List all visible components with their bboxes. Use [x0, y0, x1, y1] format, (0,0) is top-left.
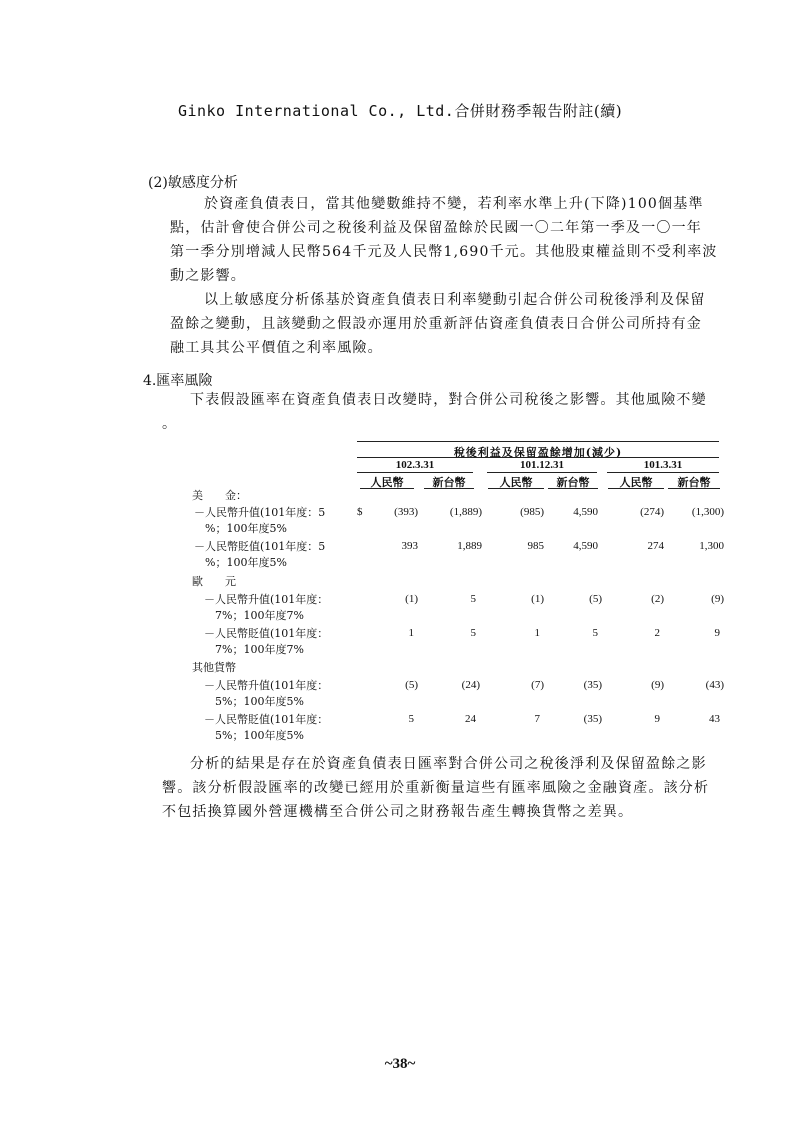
row-label-line: 7%；100年度7%: [204, 609, 304, 622]
table-cell: 4,590: [573, 506, 598, 518]
period-header: 101.12.31: [520, 459, 564, 471]
group-label-usd: 美 金：: [192, 489, 247, 502]
table-cell: (43): [705, 679, 724, 691]
text-line: 融工具其公平價值之利率風險。: [170, 340, 383, 356]
table-cell: (1,889): [449, 506, 482, 518]
table-cell: (1): [531, 593, 544, 605]
table-cell: 5: [470, 627, 476, 639]
table-cell: (35): [583, 679, 602, 691]
row-label-line: －人民幣貶值(101年度：: [204, 627, 329, 640]
text-line: 點，估計會使合併公司之稅後利益及保留盈餘於民國一〇二年第一季及一〇一年: [170, 220, 702, 236]
row-label-line: －人民幣貶值(101年度：5: [194, 540, 326, 553]
period-header: 101.3.31: [643, 459, 683, 471]
table-cell: 5: [408, 713, 414, 725]
table-cell: (274): [640, 506, 664, 518]
group-label-eur: 歐 元: [192, 575, 236, 588]
table-cell: (7): [531, 679, 544, 691]
fx-risk-intro: [162, 388, 707, 436]
table-cell: 9: [714, 627, 720, 639]
sensitivity-paragraph-1: [170, 192, 718, 288]
currency-rule: [488, 488, 544, 489]
period-rule: [487, 472, 597, 473]
text-line: 動之影響。: [170, 268, 246, 284]
row-label-line: %；100年度5%: [194, 556, 287, 569]
sensitivity-paragraph-2: [170, 288, 706, 360]
period-rule: [607, 472, 719, 473]
table-cell: 5: [592, 627, 598, 639]
page-header: [0, 100, 800, 121]
table-cell: (2): [651, 593, 664, 605]
table-cell: 393: [401, 540, 418, 552]
text-line: 。: [162, 416, 178, 432]
table-cell: (5): [405, 679, 418, 691]
table-cell: (393): [394, 506, 418, 518]
table-cell: (1,300): [691, 506, 724, 518]
currency-header: 人民幣: [499, 476, 533, 489]
table-cell: 1,300: [699, 540, 724, 552]
table-caption: 稅後利益及保留盈餘增加(減少): [453, 446, 623, 459]
row-label-line: 5%；100年度5%: [204, 729, 304, 742]
table-cell: 24: [465, 713, 476, 725]
currency-header: 新台幣: [556, 476, 590, 489]
page-number: ~38~: [384, 1056, 416, 1072]
period-header: 102.3.31: [395, 459, 435, 471]
table-cell: (5): [589, 593, 602, 605]
table-cell: (24): [461, 679, 480, 691]
table-cell: 1,889: [457, 540, 482, 552]
row-label: [204, 592, 328, 624]
currency-rule: [360, 488, 414, 489]
row-label-line: －人民幣升值(101年度：: [204, 593, 329, 606]
currency-header: 人民幣: [370, 476, 404, 489]
row-label: [194, 505, 325, 537]
table-rule: [357, 441, 719, 442]
currency-header: 人民幣: [619, 476, 653, 489]
text-line: 第一季分別增減人民幣564千元及人民幣1,690千元。其他股東權益則不受利率波: [170, 244, 718, 260]
header-title-zh: 合併財務季報告附註(續): [454, 102, 623, 120]
text-line: 以上敏感度分析係基於資產負債表日利率變動引起合併公司稅後淨利及保留: [204, 292, 706, 308]
row-label-line: %；100年度5%: [194, 522, 287, 535]
text-line: 分析的結果是存在於資產負債表日匯率對合併公司之稅後淨利及保留盈餘之影: [190, 756, 707, 772]
text-line: 響。該分析假設匯率的改變已經用於重新衡量這些有匯率風險之金融資產。該分析: [162, 780, 710, 796]
fx-risk-heading: 4.匯率風險: [143, 373, 213, 389]
table-cell: 4,590: [573, 540, 598, 552]
table-cell: 2: [654, 627, 660, 639]
currency-rule: [424, 488, 474, 489]
text-line: 下表假設匯率在資產負債表日改變時，對合併公司稅後之影響。其他風險不變: [190, 392, 707, 408]
row-label-line: －人民幣貶值(101年度：: [204, 713, 329, 726]
sensitivity-heading: (2)敏感度分析: [148, 175, 238, 191]
currency-rule: [548, 488, 598, 489]
table-cell: (9): [651, 679, 664, 691]
text-line: 不包括換算國外營運機構至合併公司之財務報告產生轉換貨幣之差異。: [162, 804, 634, 820]
currency-header: 新台幣: [677, 476, 711, 489]
text-line: 盈餘之變動，且該變動之假設亦運用於重新評估資產負債表日合併公司所持有金: [170, 316, 702, 332]
table-cell: (1): [405, 593, 418, 605]
table-cell: 985: [527, 540, 544, 552]
row-label-line: 5%；100年度5%: [204, 695, 304, 708]
row-label: [204, 678, 328, 710]
table-cell: 1: [534, 627, 540, 639]
row-label-line: 7%；100年度7%: [204, 643, 304, 656]
group-label-other: 其他貨幣: [192, 661, 236, 674]
table-cell: 274: [647, 540, 664, 552]
dollar-sign: $: [357, 506, 363, 518]
row-label-line: －人民幣升值(101年度：5: [194, 506, 326, 519]
table-cell: 43: [709, 713, 720, 725]
currency-header: 新台幣: [432, 476, 466, 489]
header-title-en: Ginko International Co., Ltd.: [177, 102, 455, 120]
table-cell: (35): [583, 713, 602, 725]
table-cell: 5: [470, 593, 476, 605]
period-rule: [357, 472, 473, 473]
row-label-line: －人民幣升值(101年度：: [204, 679, 329, 692]
table-cell: 9: [654, 713, 660, 725]
analysis-paragraph: [162, 752, 709, 824]
table-cell: 1: [408, 627, 414, 639]
table-cell: (9): [711, 593, 724, 605]
currency-rule: [608, 488, 664, 489]
row-label: [204, 712, 328, 744]
row-label: [204, 626, 328, 658]
table-cell: 7: [534, 713, 540, 725]
row-label: [194, 539, 325, 571]
table-rule: [357, 457, 719, 458]
table-cell: (985): [520, 506, 544, 518]
currency-rule: [668, 488, 720, 489]
text-line: 於資產負債表日，當其他變數維持不變，若利率水準上升(下降)100個基準: [204, 196, 704, 212]
